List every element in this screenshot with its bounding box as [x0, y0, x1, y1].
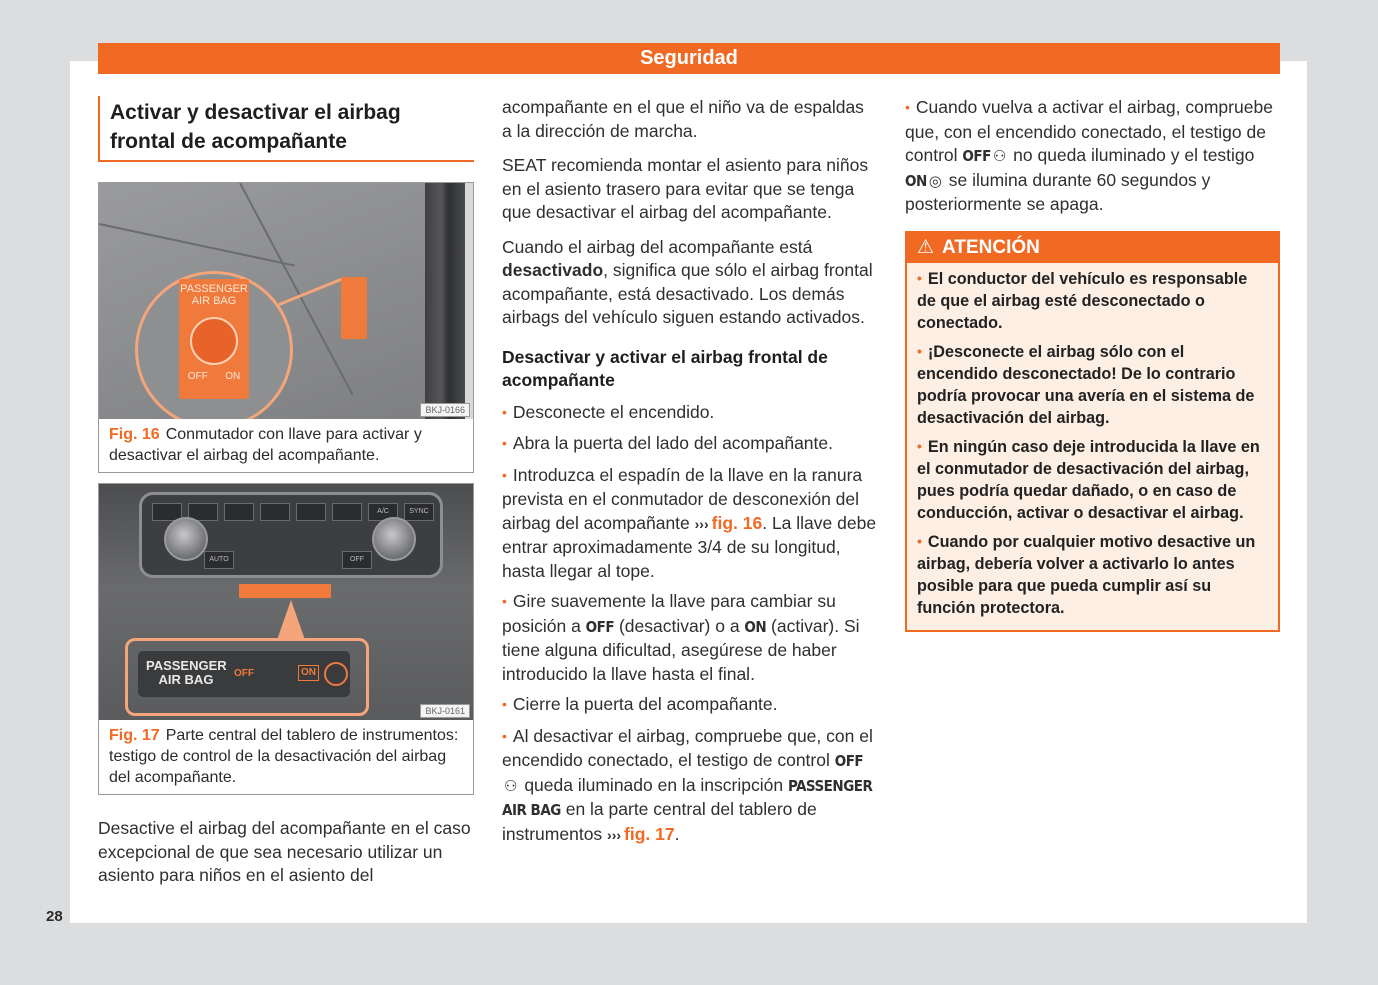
list-item: [502, 693, 877, 718]
temperature-dial-right: [372, 517, 416, 561]
figure-17: [98, 483, 474, 795]
callout-pointer: [277, 600, 305, 640]
warning-item: [917, 341, 1268, 429]
hvac-button: [296, 503, 326, 521]
chapter-header: Seguridad: [98, 43, 1280, 74]
figure-16: [98, 182, 474, 473]
text: Abra la puerta del lado del acompañante.: [512, 433, 833, 453]
figure-code: BKJ-0166: [420, 403, 470, 417]
climate-control-panel: [139, 492, 443, 578]
subheading: Desactivar y activar el airbag frontal de acompañante: [502, 346, 828, 390]
text: Al desactivar el airbag, compruebe que, con el encendido conectado, el testigo de control: [502, 725, 873, 770]
on-label: ON: [905, 171, 927, 190]
off-label: OFF: [585, 617, 615, 636]
bullet-icon: •: [917, 532, 922, 549]
paragraph: Desactive el airbag del acompañante en el caso excepcional de que sea necesario utilizar un asiento para niños en el asiento del: [98, 818, 471, 885]
door-pillar: [425, 183, 465, 419]
section-title: Activar y desactivar el airbag frontal de acompañante: [98, 96, 474, 162]
text: , significa que sólo el airbag frontal acompañante, está desactivado. Los demás airbags del vehículo siguen estando activados.: [502, 260, 873, 327]
indicator-callout: [125, 638, 369, 716]
on-label: ON: [225, 371, 241, 382]
fig-17-link[interactable]: fig. 17: [624, 823, 675, 844]
text: Cierre la puerta del acompañante.: [512, 694, 778, 714]
column-middle: [502, 96, 877, 854]
paragraph: [502, 236, 877, 330]
child-seat-airbag-off-icon: ⚇: [504, 777, 518, 795]
figure-16-image: [99, 183, 473, 419]
passenger-airbag-indicator: [239, 584, 331, 598]
door-edge: [465, 183, 473, 419]
hvac-ac-button: A/C: [368, 503, 398, 521]
text: se ilumina durante 60 segundos y posteriormente se apaga.: [905, 169, 1211, 214]
panel-label: PASSENGER AIR BAG: [146, 658, 227, 687]
list-item: [502, 590, 877, 686]
text: queda iluminado en la inscripción: [519, 774, 788, 795]
paragraph: SEAT recomienda montar el asiento para niños en el asiento trasero para evitar que se tenga que desactivar el airbag del acompañante.: [502, 155, 869, 222]
figure-17-image: [99, 484, 473, 720]
column-right: [905, 96, 1280, 632]
indicator-panel: [138, 651, 350, 697]
hvac-off-button: OFF: [342, 551, 372, 569]
warning-item: [917, 268, 1268, 334]
column-left: [98, 96, 474, 899]
bullet-icon: •: [502, 466, 507, 483]
text: Gire suavemente la llave para cambiar su posición a: [502, 591, 836, 636]
warning-triangle-icon: ⚠: [917, 236, 935, 258]
warning-item: [917, 531, 1268, 619]
text: En ningún caso deje introducida la llave en el conmutador de desactivación del airbag, pues podría quedar dañado, o en caso de conducción, activar o desactivar el airbag.: [917, 437, 1260, 522]
figure-label: Fig. 17: [109, 727, 160, 744]
cross-reference-arrows-icon: ›››: [607, 826, 622, 843]
warning-box: [905, 231, 1280, 632]
airbag-switch-plate: [179, 279, 249, 399]
airbag-on-icon: ◎: [928, 172, 942, 190]
text: . La llave debe entrar aproximadamente 3/4 de su longitud, hasta llegar al tope.: [502, 512, 877, 581]
bullet-icon: •: [502, 403, 507, 420]
hvac-button: [260, 503, 290, 521]
fig-16-link[interactable]: fig. 16: [711, 512, 763, 533]
airbag-on-icon: [324, 662, 348, 686]
warning-title: ATENCIÓN: [942, 236, 1040, 258]
hvac-sync-button: SYNC: [404, 503, 434, 521]
off-label: OFF: [187, 371, 208, 382]
hvac-button: [332, 503, 362, 521]
text: El conductor del vehículo es responsable de que el airbag esté desconectado o conectado.: [917, 269, 1248, 332]
on-indicator: ON: [298, 665, 319, 681]
figure-label: Fig. 16: [109, 426, 160, 443]
text: (activar). Si tiene alguna dificultad, asegúrese de haber introducido la llave hasta el final.: [502, 615, 860, 684]
hvac-auto-button: AUTO: [204, 551, 234, 569]
temperature-dial-left: [164, 517, 208, 561]
figure-caption-text: Parte central del tablero de instrumentos: testigo de control de la desactivación del airbag del acompañante.: [109, 727, 459, 786]
off-label: OFF: [834, 752, 864, 770]
cross-reference-arrows-icon: ›››: [694, 515, 709, 532]
text: Cuando el airbag del acompañante está: [502, 236, 813, 257]
warning-header: [907, 233, 1278, 263]
paragraph: acompañante en el que el niño va de espaldas a la dirección de marcha.: [502, 97, 864, 141]
list-item: [905, 96, 1280, 217]
text: Cuando por cualquier motivo desactive un airbag, debería volver a activarlo lo antes posible para que pueda cumplir así su función protectora.: [917, 532, 1256, 617]
bullet-icon: •: [502, 435, 507, 451]
figure-caption: [99, 419, 473, 472]
bullet-icon: •: [502, 727, 507, 744]
bullet-icon: •: [917, 437, 922, 454]
on-label: ON: [744, 617, 767, 636]
page-number: 28: [46, 908, 63, 925]
text: ¡Desconecte el airbag sólo con el encendido desconectado! De lo contrario podría provocar una avería en el sistema de desactivación del airbag.: [917, 342, 1255, 427]
bold-text: desactivado: [502, 260, 604, 280]
text: Introduzca el espadín de la llave en la ranura prevista en el conmutador de desconexión del airbag del acompañante: [502, 464, 863, 533]
figure-caption: [99, 720, 473, 794]
list-item: [502, 464, 877, 584]
warning-item: [917, 436, 1268, 524]
text: no queda iluminado y el testigo: [1008, 145, 1255, 165]
list-item: [502, 725, 877, 848]
off-label: OFF: [962, 147, 991, 165]
airbag-switch-small: [341, 277, 367, 339]
hvac-button: [224, 503, 254, 521]
plate-label: PASSENGER AIR BAG: [180, 283, 248, 307]
off-indicator: OFF: [234, 668, 254, 679]
child-seat-airbag-off-icon: ⚇: [992, 148, 1007, 165]
text: en la parte central del tablero de instrumentos: [502, 799, 817, 844]
bullet-icon: •: [917, 269, 922, 286]
passenger-airbag-label: PASSENGER AIR BAG: [502, 776, 873, 819]
text: .: [674, 823, 680, 844]
bullet-icon: •: [905, 99, 910, 115]
callout-pointer: [278, 277, 344, 306]
bullet-icon: •: [917, 342, 922, 359]
switch-positions: [179, 371, 249, 383]
list-item: [502, 432, 877, 457]
text: (desactivar) o a: [614, 615, 745, 636]
key-switch-icon: [190, 317, 238, 365]
figure-code: BKJ-0161: [420, 704, 470, 718]
warning-body: [907, 263, 1278, 630]
bullet-icon: •: [502, 593, 507, 609]
bullet-icon: •: [502, 696, 507, 712]
text: Cuando vuelva a activar el airbag, compruebe que, con el encendido conectado, el testigo de control: [905, 97, 1273, 165]
figure-caption-text: Conmutador con llave para activar y desactivar el airbag del acompañante.: [109, 426, 422, 464]
text: Desconecte el encendido.: [512, 401, 715, 422]
list-item: [502, 401, 877, 426]
